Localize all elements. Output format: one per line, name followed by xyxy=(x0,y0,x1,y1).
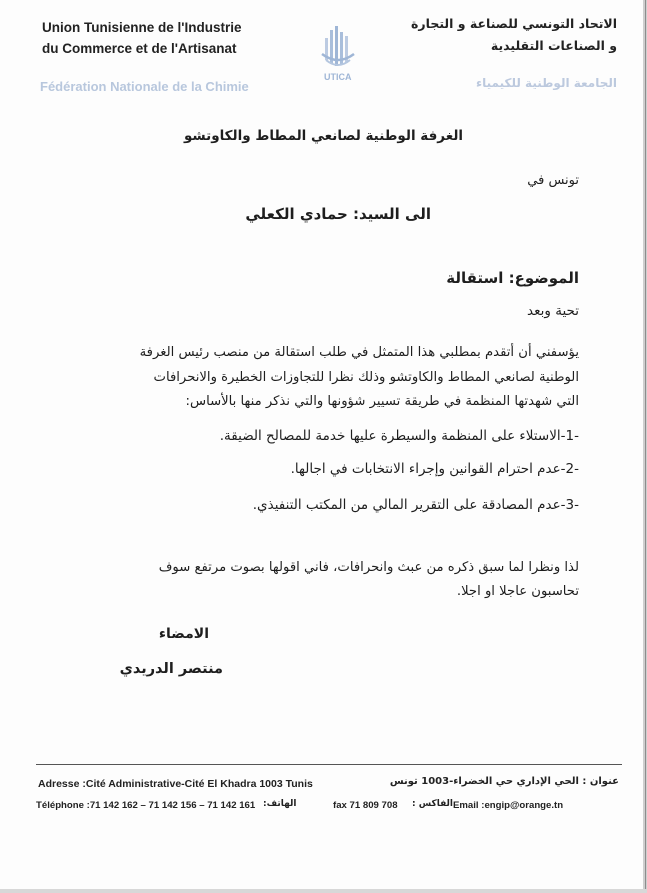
org-name-fr-line1: Union Tunisienne de l'Industrie xyxy=(42,20,242,35)
addressee: الى السيد: حمادي الكعلي xyxy=(245,205,431,223)
logo-caption: UTICA xyxy=(324,72,352,82)
subject-line: الموضوع: استقالة xyxy=(446,269,579,287)
org-name-ar-line1: الاتحاد التونسي للصناعة و التجارة xyxy=(411,16,617,31)
list-item-3: -3-عدم المصادقة على التقرير المالي من المكتب التنفيذي. xyxy=(252,497,579,513)
scan-edge-line xyxy=(645,0,646,893)
footer-phone-ar: الهاتف: xyxy=(263,799,297,809)
footer-address-fr: Adresse :Cité Administrative-Cité El Khadra 1003 Tunis xyxy=(38,778,313,790)
org-name-fr-line2: du Commerce et de l'Artisanat xyxy=(42,41,237,56)
place-date: تونس في xyxy=(527,173,579,188)
footer-phone-fr: Téléphone :71 142 162 – 71 142 156 – 71 142 161 xyxy=(36,800,256,811)
footer-divider xyxy=(36,764,622,765)
utica-logo xyxy=(316,24,360,86)
paragraph-line-3: التي شهدتها المنظمة في طريقة تسيير شؤونها والتي نذكر منها بالأساس: xyxy=(185,394,579,409)
closing-line-1: لذا ونظرا لما سبق ذكره من عبث وانحرافات، فاني اقولها بصوت مرتفع سوف xyxy=(158,560,579,575)
list-item-2: -2-عدم احترام القوانين وإجراء الانتخابات في اجالها. xyxy=(290,461,579,477)
signatory-name: منتصر الدريدي xyxy=(119,661,223,677)
federation-name-fr: Fédération Nationale de la Chimie xyxy=(40,79,249,94)
closing-line-2: تحاسبون عاجلا او اجلا. xyxy=(456,584,579,599)
footer-fax-ar: الفاكس : xyxy=(412,799,454,809)
footer-address-ar: عنوان : الحي الإداري حي الخضراء-1003 تونس xyxy=(389,776,619,787)
signature-label: الامضاء xyxy=(158,626,209,642)
footer-fax: fax 71 809 708 xyxy=(333,800,398,811)
footer-email: Email :engip@orange.tn xyxy=(453,800,564,811)
scan-edge-bottom xyxy=(0,889,647,893)
paragraph-line-2: الوطنية لصانعي المطاط والكاوتشو وذلك نظرا للتجاوزات الخطيرة والانحرافات xyxy=(153,370,579,385)
org-name-ar-line2: و الصناعات التقليدية xyxy=(490,38,617,53)
greeting: تحية وبعد xyxy=(527,303,579,319)
list-item-1: -1-الاستلاء على المنظمة والسيطرة عليها خدمة للمصالح الضيقة. xyxy=(219,428,579,444)
chamber-title: الغرفة الوطنية لصانعي المطاط والكاوتشو xyxy=(183,128,464,144)
paragraph-line-1: يؤسفني أن أتقدم بمطلبي هذا المتمثل في طلب استقالة من منصب رئيس الغرفة xyxy=(139,345,579,360)
federation-name-ar: الجامعة الوطنية للكيمياء xyxy=(476,76,617,90)
